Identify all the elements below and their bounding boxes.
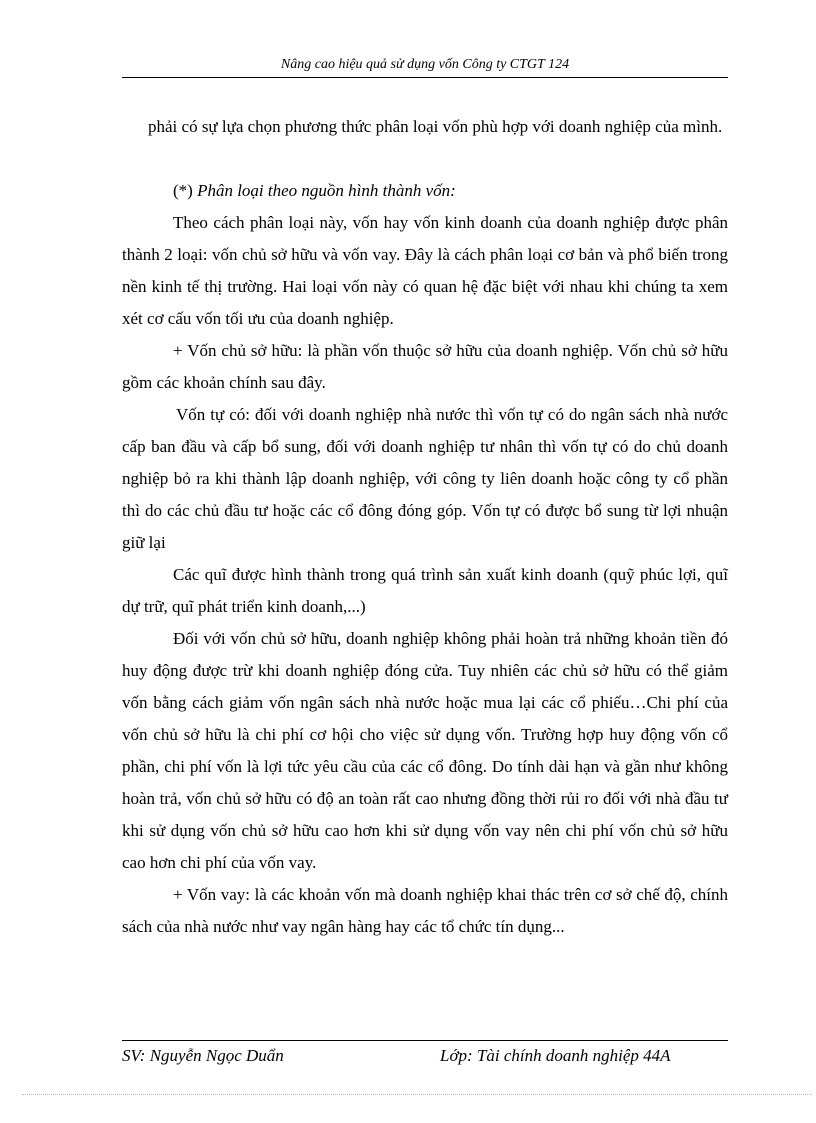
footer-student: SV: Nguyễn Ngọc Duẩn [122,1046,284,1065]
footer-rule [122,1040,728,1041]
section-marker: (*) [173,181,198,200]
section-title: Phân loại theo nguồn hình thành vốn: [197,181,456,200]
page-body [122,111,728,943]
paragraph-1: phải có sự lựa chọn phương thức phân loại vốn phù hợp với doanh nghiệp của mình. [148,117,723,136]
footer-class: Lớp: Tài chính doanh nghiệp 44A [440,1046,671,1065]
paragraph-gap [122,143,728,175]
paragraph-3: + Vốn chủ sở hữu: là phần vốn thuộc sở hữu của doanh nghiệp. Vốn chủ sở hữu gồm các khoản chính sau đây. [122,341,728,392]
paragraph-6: Đối với vốn chủ sở hữu, doanh nghiệp không phải hoàn trả những khoản tiền đó huy động được trừ khi doanh nghiệp đóng cửa. Tuy nhiên các chủ sở hữu có thể giảm vốn bằng cách giảm vốn ngân sách nhà nước hoặc mua lại các cổ phiếu…Chi phí của vốn chủ sở hữu là chi phí cơ hội cho việc sử dụng vốn. Trường hợp huy động vốn cổ phần, chi phí vốn là lợi tức yêu cầu của các cổ đông. Do tính dài hạn và gần như không hoàn trả, vốn chủ sở hữu có độ an toàn rất cao nhưng đồng thời rủi ro đối với nhà đầu tư khi sử dụng vốn chủ sở hữu cao hơn khi sử dụng vốn vay nên chi phí vốn chủ sở hữu cao hơn chi phí của vốn vay. [122,629,728,872]
header-rule [122,77,728,78]
paragraph-4: Vốn tự có: đối với doanh nghiệp nhà nước thì vốn tự có do ngân sách nhà nước cấp ban đầu và cấp bổ sung, đối với doanh nghiệp tư nhân thì vốn tự có do chủ doanh nghiệp bỏ ra khi thành lập doanh nghiệp, với công ty liên doanh hoặc công ty cổ phần thì do các chủ đầu tư hoặc các cổ đông đóng góp. Vốn tự có được bổ sung từ lợi nhuận giữ lại [122,405,728,552]
section-heading [122,175,728,207]
page-edge-line [22,1094,812,1095]
running-header: Nâng cao hiệu quả sử dụng vốn Công ty CTGT 124 [280,57,570,72]
paragraph-5: Các quĩ được hình thành trong quá trình sản xuất kinh doanh (quỹ phúc lợi, quĩ dự trữ, quĩ phát triển kinh doanh,...) [122,565,728,616]
paragraph-7: + Vốn vay: là các khoản vốn mà doanh nghiệp khai thác trên cơ sở chế độ, chính sách của nhà nước như vay ngân hàng hay các tổ chức tín dụng... [122,885,728,936]
paragraph-2: Theo cách phân loại này, vốn hay vốn kinh doanh của doanh nghiệp được phân thành 2 loại: vốn chủ sở hữu và vốn vay. Đây là cách phân loại cơ bản và phổ biến trong nền kinh tế thị trường. Hai loại vốn này có quan hệ đặc biệt với nhau khi chúng ta xem xét cơ cấu vốn tối ưu của doanh nghiệp. [122,213,728,328]
